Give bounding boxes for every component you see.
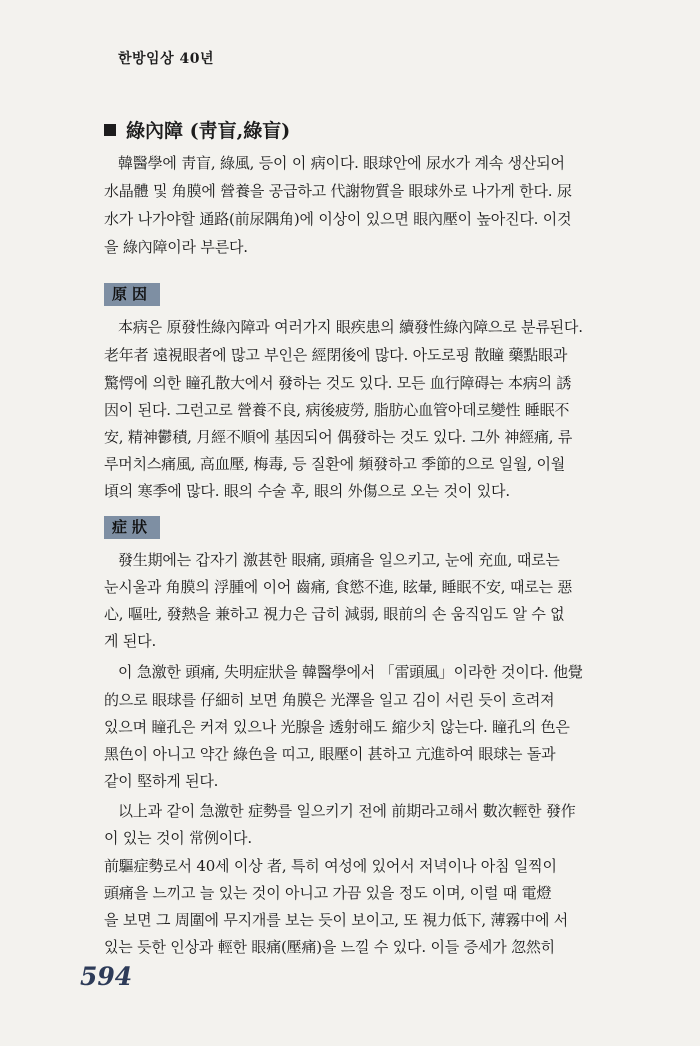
square-bullet-icon [104, 124, 116, 136]
symptom-line: 게 된다. [104, 632, 157, 650]
symptom-line: 같이 堅하게 된다. [104, 772, 219, 790]
symptoms-label: 症狀 [104, 516, 160, 539]
symptom-line: 이 있는 것이 常例이다. [104, 829, 252, 847]
cause-line: 頃의 寒季에 많다. 眼의 수술 후, 眼의 外傷으로 오는 것이 있다. [104, 482, 510, 500]
symptom-line: 있으며 瞳孔은 커져 있으나 光腺을 透射해도 縮少치 않는다. 瞳孔의 色은 [104, 718, 570, 736]
symptom-line: 發生期에는 갑자기 激甚한 眼痛, 頭痛을 일으키고, 눈에 充血, 때로는 [118, 551, 560, 569]
symptom-line: 以上과 같이 急激한 症勢를 일으키기 전에 前期라고해서 數次輕한 發作 [118, 802, 576, 820]
intro-line: 水晶體 및 角膜에 營養을 공급하고 代謝物質을 眼球外로 나가게 한다. 尿 [104, 182, 572, 200]
symptom-line: 頭痛을 느끼고 늘 있는 것이 아니고 가끔 있을 정도 이며, 이럴 때 電燈 [104, 884, 552, 902]
cause-line: 因이 된다. 그런고로 營養不良, 病後疲勞, 脂肪心血管아데로變性 睡眠不 [104, 401, 570, 419]
cause-line: 安, 精神鬱積, 月經不順에 基因되어 偶發하는 것도 있다. 그外 神經痛, 류 [104, 428, 573, 446]
cause-label: 原因 [104, 283, 160, 306]
section-title-text: 綠內障 (靑盲,綠盲) [126, 120, 291, 142]
symptom-line: 있는 듯한 인상과 輕한 眼痛(壓痛)을 느낄 수 있다. 이들 증세가 忽然히 [104, 938, 555, 956]
intro-line: 水가 나가야할 通路(前尿隅角)에 이상이 있으면 眼內壓이 높아진다. 이것 [104, 210, 572, 228]
page-number: 594 [80, 962, 133, 991]
cause-line: 本病은 原發性綠內障과 여러가지 眼疾患의 續發性綠內障으로 분류된다. [118, 318, 583, 336]
symptom-line: 的으로 眼球를 仔細히 보면 角膜은 光澤을 일고 김이 서린 듯이 흐려져 [104, 691, 555, 709]
symptom-line: 이 急激한 頭痛, 失明症狀을 韓醫學에서 「雷頭風」이라한 것이다. 他覺 [118, 663, 583, 681]
intro-line: 을 綠內障이라 부른다. [104, 238, 248, 256]
symptom-line: 을 보면 그 周圍에 무지개를 보는 듯이 보이고, 또 視力低下, 薄霧中에 서 [104, 911, 569, 929]
symptom-line: 黑色이 아니고 약간 綠色을 띠고, 眼壓이 甚하고 亢進하여 眼球는 돌과 [104, 745, 556, 763]
running-head: 한방임상 40년 [118, 51, 214, 67]
intro-line: 韓醫學에 靑盲, 綠風, 등이 이 病이다. 眼球안에 尿水가 계속 생산되어 [118, 154, 565, 172]
cause-line: 驚愕에 의한 瞳孔散大에서 發하는 것도 있다. 모든 血行障碍는 本病의 誘 [104, 374, 572, 392]
symptom-line: 心, 嘔吐, 發熱을 兼하고 視力은 급히 減弱, 眼前의 손 움직임도 알 수 없 [104, 605, 565, 623]
cause-line: 루머치스痛風, 高血壓, 梅毒, 등 질환에 頻發하고 季節的으로 일월, 이월 [104, 455, 566, 473]
symptom-line: 前驅症勢로서 40세 이상 者, 특히 여성에 있어서 저녁이나 아침 일찍이 [104, 857, 557, 875]
cause-line: 老年者 遠視眼者에 많고 부인은 經閉後에 많다. 아도로핑 散瞳 藥點眼과 [104, 346, 568, 364]
symptom-line: 눈시울과 角膜의 浮腫에 이어 齒痛, 食慾不進, 眩暈, 睡眠不安, 때로는 惡 [104, 578, 573, 596]
section-title [104, 116, 290, 143]
